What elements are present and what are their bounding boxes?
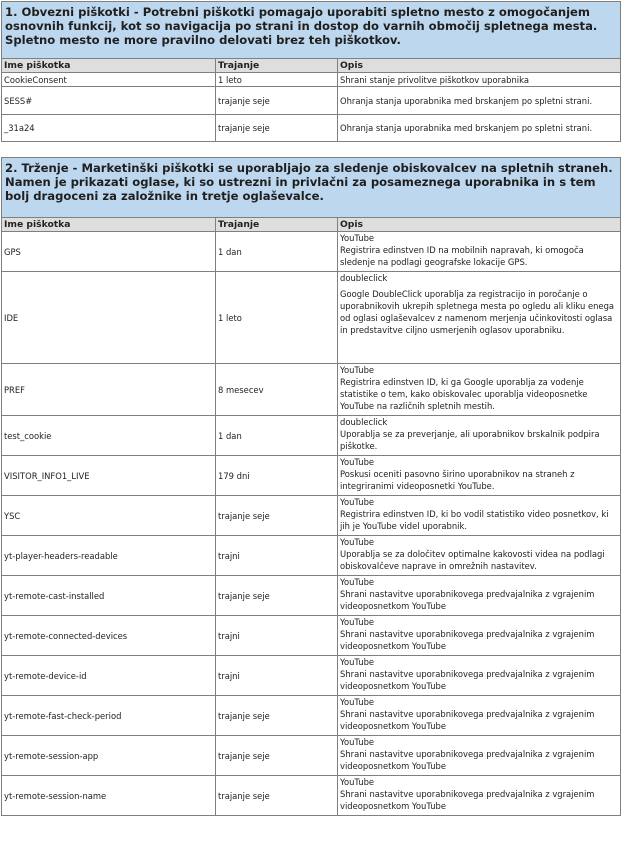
column-header-duration: Trajanje [216, 59, 338, 73]
cookie-description-cell [338, 536, 621, 576]
cookie-description: Shrani stanje privolitve piškotkov uporabnika [338, 73, 621, 87]
table-row [2, 496, 621, 536]
cookie-description-cell [338, 656, 621, 696]
cookie-description-cell [338, 776, 621, 816]
cookie-provider: YouTube [340, 737, 375, 747]
column-header-description: Opis [338, 218, 621, 232]
cookie-duration: trajanje seje [216, 576, 338, 616]
table-row [2, 272, 621, 364]
cookie-description-cell [338, 616, 621, 656]
table-row [2, 776, 621, 816]
section-title-essential: 1. Obvezni piškotki - Potrebni piškotki pomagajo uporabiti spletno mesto z omogočanjem osnovnih funkcij, kot so navigacija po strani in dostop do varnih območij spletnega mesta. Spletno mesto ne more pravilno delovati brez teh piškotkov. [2, 2, 621, 59]
cookie-name: yt-remote-session-app [2, 736, 216, 776]
column-header-description: Opis [338, 59, 621, 73]
cookie-description: Ohranja stanja uporabnika med brskanjem po spletni strani. [338, 115, 621, 142]
cookie-provider: YouTube [340, 365, 375, 375]
cookie-name: CookieConsent [2, 73, 216, 87]
cookie-description-cell [338, 364, 621, 416]
cookie-provider: YouTube [340, 657, 375, 667]
cookie-name: yt-remote-session-name [2, 776, 216, 816]
cookie-description: Shrani nastavitve uporabnikovega predvajalnika z vgrajenim videoposnetkom YouTube [340, 709, 595, 731]
cookie-duration: 1 leto [216, 272, 338, 364]
cookie-description: Ohranja stanja uporabnika med brskanjem po spletni strani. [338, 87, 621, 115]
cookie-name: YSC [2, 496, 216, 536]
cookie-description: Registrira edinstven ID, ki bo vodil statistiko video posnetkov, ki jih je YouTube videl uporabnik. [340, 509, 609, 531]
cookie-name: yt-remote-connected-devices [2, 616, 216, 656]
cookie-description: Shrani nastavitve uporabnikovega predvajalnika z vgrajenim videoposnetkom YouTube [340, 589, 595, 611]
cookie-name: yt-remote-device-id [2, 656, 216, 696]
section-title-marketing: 2. Trženje - Marketinški piškotki se uporabljajo za sledenje obiskovalcev na spletnih straneh. Namen je prikazati oglase, ki so ustrezni in privlačni za posameznega uporabnika in s tem bolj dragoceni za založnike in tretje oglaševalce. [2, 158, 621, 218]
cookie-description-cell [338, 456, 621, 496]
cookie-name: PREF [2, 364, 216, 416]
cookie-duration: trajni [216, 656, 338, 696]
cookie-provider: doubleclick [340, 273, 388, 283]
cookie-description: Shrani nastavitve uporabnikovega predvajalnika z vgrajenim videoposnetkom YouTube [340, 669, 595, 691]
cookie-description-cell [338, 232, 621, 272]
column-header-duration: Trajanje [216, 218, 338, 232]
cookie-name: GPS [2, 232, 216, 272]
cookie-name: yt-player-headers-readable [2, 536, 216, 576]
column-header-name: Ime piškotka [2, 218, 216, 232]
cookie-description: Uporablja se za preverjanje, ali uporabnikov brskalnik podpira piškotke. [340, 429, 600, 451]
cookie-description: Shrani nastavitve uporabnikovega predvajalnika z vgrajenim videoposnetkom YouTube [340, 629, 595, 651]
cookie-description: Registrira edinstven ID na mobilnih napravah, ki omogoča sledenje na podlagi geografske lokacije GPS. [340, 245, 584, 267]
cookie-name: SESS# [2, 87, 216, 115]
cookie-name: test_cookie [2, 416, 216, 456]
cookie-provider: YouTube [340, 537, 375, 547]
cookie-duration: trajanje seje [216, 696, 338, 736]
essential-cookies-table [1, 1, 621, 142]
table-row [2, 416, 621, 456]
table-row [2, 616, 621, 656]
table-row [2, 87, 621, 115]
section-header-row [2, 158, 621, 218]
cookie-description-cell [338, 272, 621, 364]
cookie-description-cell [338, 576, 621, 616]
cookie-provider: YouTube [340, 697, 375, 707]
cookie-name: VISITOR_INFO1_LIVE [2, 456, 216, 496]
cookie-duration: 8 mesecev [216, 364, 338, 416]
cookie-name: yt-remote-fast-check-period [2, 696, 216, 736]
cookie-duration: trajni [216, 536, 338, 576]
cookie-duration: trajanje seje [216, 87, 338, 115]
cookie-description: Shrani nastavitve uporabnikovega predvajalnika z vgrajenim videoposnetkom YouTube [340, 789, 595, 811]
table-row [2, 656, 621, 696]
marketing-cookies-table [1, 157, 621, 816]
cookie-duration: trajanje seje [216, 776, 338, 816]
cookie-description-cell [338, 416, 621, 456]
table-row [2, 696, 621, 736]
table-row [2, 736, 621, 776]
cookie-description-cell [338, 696, 621, 736]
cookie-duration: 1 leto [216, 73, 338, 87]
cookie-provider: YouTube [340, 577, 375, 587]
cookie-provider: doubleclick [340, 417, 388, 427]
cookie-duration: trajni [216, 616, 338, 656]
table-row [2, 115, 621, 142]
cookie-description: Google DoubleClick uporablja za registracijo in poročanje o uporabnikovih ukrepih spletnega mesta po ogledu ali kliku enega od oglasi oglaševalcev z namenom merjenja učinkovitosti oglasa in predstavitve ciljno usmerjenih oglasov uporabniku. [340, 289, 615, 335]
cookie-description: Registrira edinstven ID, ki ga Google uporablja za vodenje statistike o tem, kako obiskovalec uporablja videoposnetke YouTube na različnih spletnih mestih. [340, 377, 588, 411]
cookie-provider: YouTube [340, 497, 375, 507]
table-row [2, 232, 621, 272]
cookie-duration: 1 dan [216, 232, 338, 272]
cookie-duration: trajanje seje [216, 736, 338, 776]
cookie-name: yt-remote-cast-installed [2, 576, 216, 616]
cookie-name: IDE [2, 272, 216, 364]
table-row [2, 73, 621, 87]
cookie-provider: YouTube [340, 777, 375, 787]
cookie-description-cell [338, 496, 621, 536]
cookie-duration: trajanje seje [216, 115, 338, 142]
table-row [2, 364, 621, 416]
cookie-description-cell [338, 736, 621, 776]
cookie-provider: YouTube [340, 457, 375, 467]
cookie-name: _31a24 [2, 115, 216, 142]
cookie-description: Uporablja se za določitev optimalne kakovosti videa na podlagi obiskovalčeve naprave in omrežnih nastavitev. [340, 549, 605, 571]
cookie-duration: 1 dan [216, 416, 338, 456]
table-row [2, 536, 621, 576]
cookie-duration: trajanje seje [216, 496, 338, 536]
column-header-name: Ime piškotka [2, 59, 216, 73]
column-header-row [2, 218, 621, 232]
column-header-row [2, 59, 621, 73]
table-row [2, 456, 621, 496]
cookie-duration: 179 dni [216, 456, 338, 496]
cookie-provider: YouTube [340, 233, 375, 243]
cookie-description: Poskusi oceniti pasovno širino uporabnikov na straneh z integriranimi videoposnetki YouTube. [340, 469, 575, 491]
cookie-provider: YouTube [340, 617, 375, 627]
table-row [2, 576, 621, 616]
cookie-description: Shrani nastavitve uporabnikovega predvajalnika z vgrajenim videoposnetkom YouTube [340, 749, 595, 771]
section-header-row [2, 2, 621, 59]
